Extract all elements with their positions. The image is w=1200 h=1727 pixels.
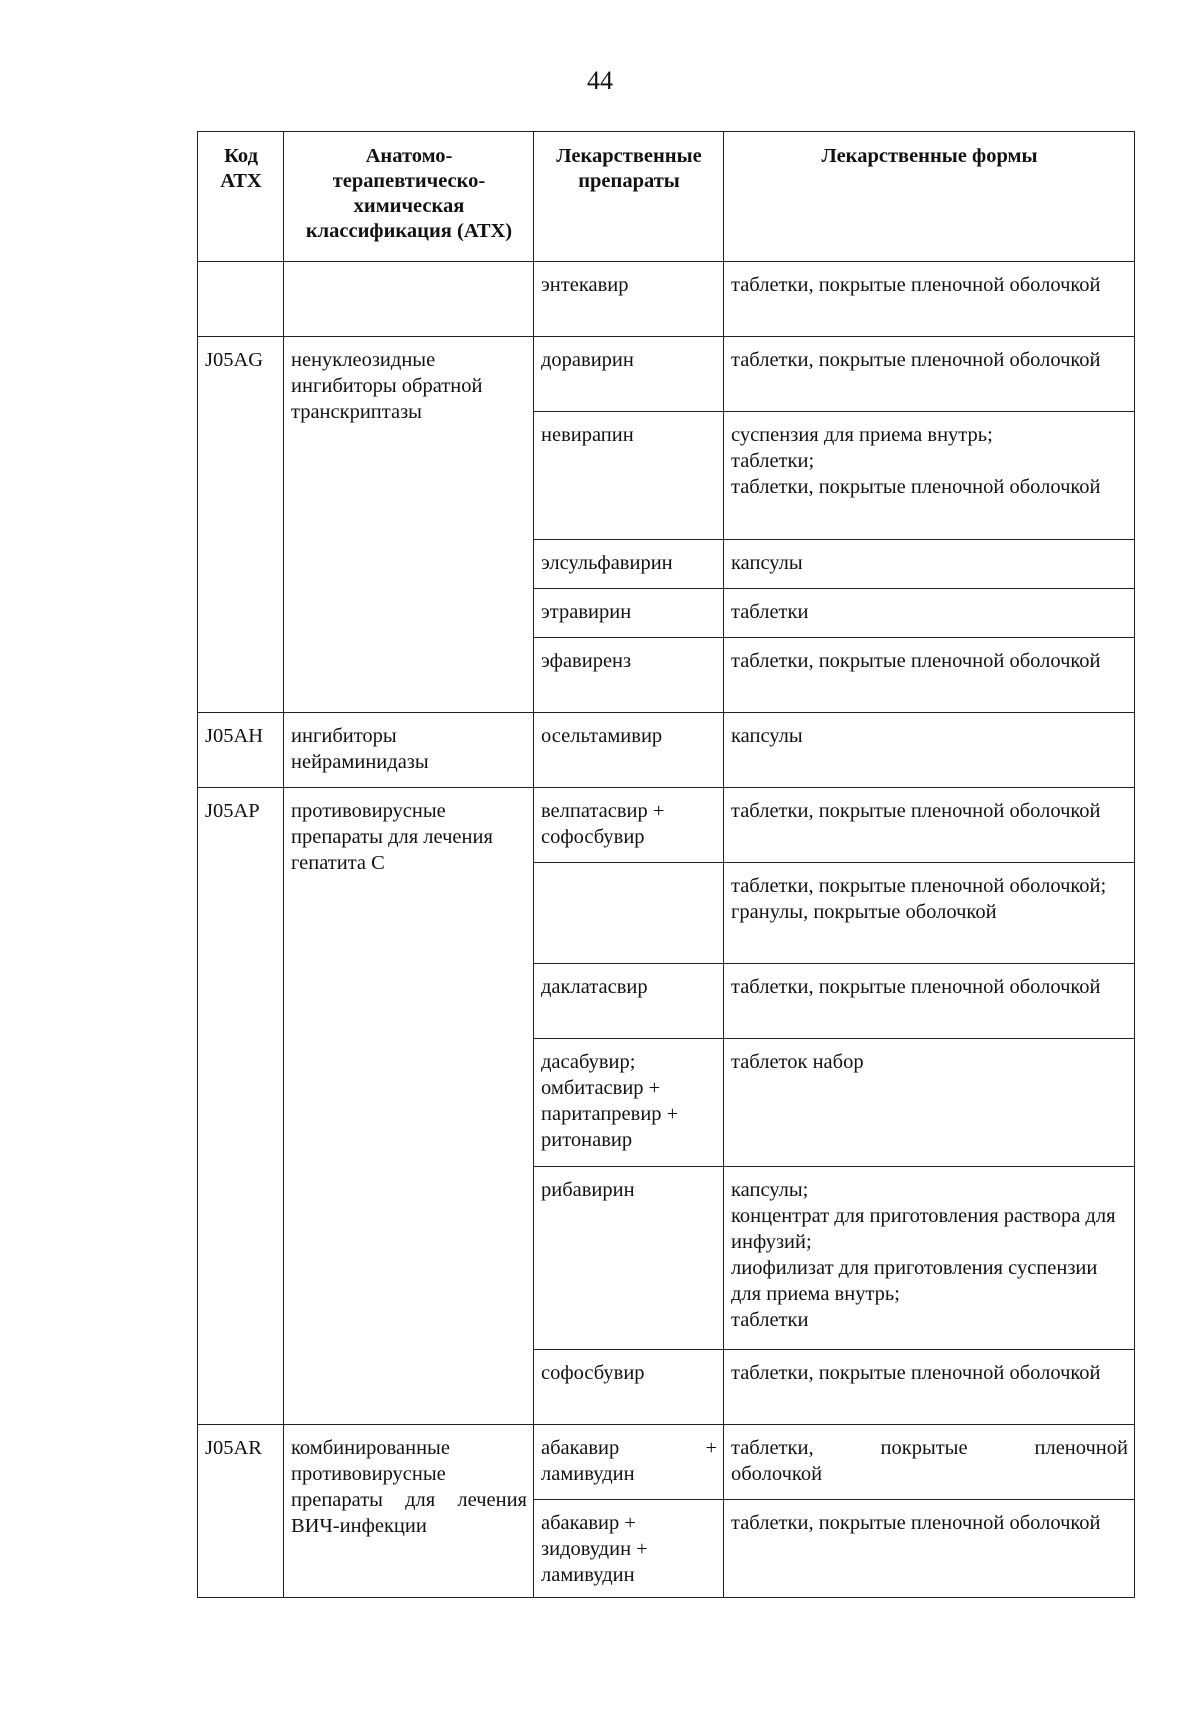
- form-cell: суспензия для приема внутрь; таблетки; таблетки, покрытые пленочной оболочкой: [724, 412, 1135, 540]
- drug-cell: [534, 1425, 724, 1500]
- classification-cell: противовирусные препараты для лечения гепатита С: [284, 788, 534, 1425]
- code-cell: J05AG: [198, 337, 284, 713]
- code-cell: J05AR: [198, 1425, 284, 1598]
- drug-line: [541, 1435, 717, 1461]
- table-row: [198, 337, 1135, 412]
- page-number: 44: [587, 66, 613, 95]
- drug-cell: рибавирин: [534, 1167, 724, 1350]
- classification-cell: комбинированные противовирусные препараты для лечения ВИЧ-инфекции: [284, 1425, 534, 1598]
- atx-table: [197, 131, 1135, 1598]
- form-cell: таблетки, покрытые пленочной оболочкой: [724, 1350, 1135, 1425]
- classification-cell: ингибиторы нейраминидазы: [284, 713, 534, 788]
- plus-sign: +: [705, 1437, 717, 1459]
- drug-cell: дасабувир; омбитасвир + паритапревир + ритонавир: [534, 1039, 724, 1167]
- drug-cell: элсульфавирин: [534, 540, 724, 589]
- table-row: [198, 713, 1135, 788]
- form-cell: таблетки: [724, 589, 1135, 638]
- form-cell: таблетки, покрытые пленочной оболочкой: [724, 1500, 1135, 1598]
- table-row: [198, 788, 1135, 863]
- form-cell: капсулы: [724, 713, 1135, 788]
- code-cell: J05AP: [198, 788, 284, 1425]
- form-cell: таблетки, покрытые пленочной оболочкой: [724, 262, 1135, 337]
- drug-cell: даклатасвир: [534, 964, 724, 1039]
- table-row: [198, 262, 1135, 337]
- code-cell: J05AH: [198, 713, 284, 788]
- drug-cell: эфавиренз: [534, 638, 724, 713]
- form-cell: таблеток набор: [724, 1039, 1135, 1167]
- drug-cell: [534, 863, 724, 964]
- form-cell: таблетки, покрытые пленочной оболочкой; гранулы, покрытые оболочкой: [724, 863, 1135, 964]
- form-cell: таблетки, покрытые пленочной оболочкой: [724, 964, 1135, 1039]
- header-code: Код АТХ: [198, 132, 284, 262]
- classification-cell: [284, 262, 534, 337]
- drug-cell: велпатасвир + софосбувир: [534, 788, 724, 863]
- form-cell: [724, 1425, 1135, 1500]
- drug-name: ламивудин: [541, 1463, 635, 1485]
- form-cell: таблетки, покрытые пленочной оболочкой: [724, 337, 1135, 412]
- form-cell: капсулы: [724, 540, 1135, 589]
- drug-cell: доравирин: [534, 337, 724, 412]
- form-cell: таблетки, покрытые пленочной оболочкой: [724, 788, 1135, 863]
- form-cell: таблетки, покрытые пленочной оболочкой: [724, 638, 1135, 713]
- form-cell: капсулы; концентрат для приготовления раствора для инфузий; лиофилизат для приготовления суспензии для приема внутрь; таблетки: [724, 1167, 1135, 1350]
- form-line: [731, 1435, 1128, 1461]
- drug-cell: осельтамивир: [534, 713, 724, 788]
- classification-cell: ненуклеозидные ингибиторы обратной транскриптазы: [284, 337, 534, 713]
- form-word: пленочной: [1034, 1437, 1128, 1459]
- drug-cell: софосбувир: [534, 1350, 724, 1425]
- drug-cell: абакавир + зидовудин + ламивудин: [534, 1500, 724, 1598]
- drug-cell: энтекавир: [534, 262, 724, 337]
- drug-cell: этравирин: [534, 589, 724, 638]
- header-forms: Лекарственные формы: [724, 132, 1135, 262]
- form-word: таблетки,: [731, 1437, 814, 1459]
- header-drugs: Лекарственные препараты: [534, 132, 724, 262]
- table-row: [198, 1425, 1135, 1500]
- table-header-row: [198, 132, 1135, 262]
- header-classification: Анатомо-терапевтическо-химическая классификация (АТХ): [284, 132, 534, 262]
- drug-name: абакавир: [541, 1437, 620, 1459]
- drug-cell: невирапин: [534, 412, 724, 540]
- form-word: оболочкой: [731, 1463, 823, 1485]
- form-word: покрытые: [880, 1437, 968, 1459]
- code-cell: [198, 262, 284, 337]
